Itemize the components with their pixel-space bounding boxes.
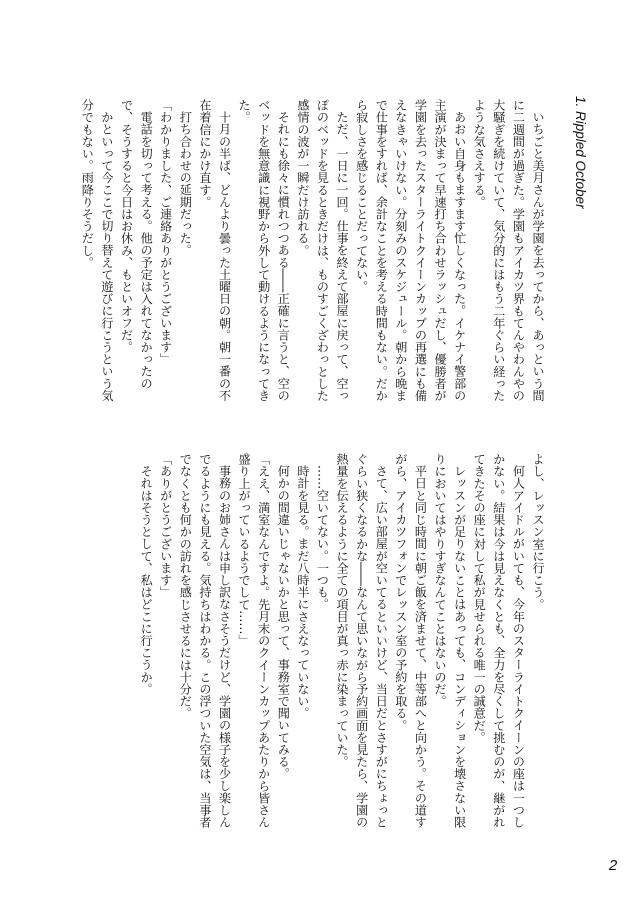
paragraph: 時計を見る。まだ八時半にさえなっていない。: [295, 465, 310, 720]
paragraph: 平日と同じ時間に朝ご飯を済ませて、中等部へと向かう。その道すがら、アイカツフォンでレッスン室の予約を取る。: [393, 453, 428, 829]
lower-text-block: [139, 453, 547, 833]
page-number: 2: [608, 857, 618, 874]
paragraph: 電話を切って考える。他の予定は入れてなかったので、そうすると今日はお休み、もといオフだ。: [119, 99, 154, 390]
paragraph: それにも徐々に慣れつつある――正確に言うと、空のベッドを無意識に視野から外して動けるようになってきた。: [237, 99, 291, 402]
paragraph: 十月の半ば、どんより曇った土曜日の朝。朝一番の不在着信にかけ直す。: [197, 99, 232, 402]
paragraph: 事務のお姉さんは申し訳なさそうだけど、学園の様子を少し楽しんでるようにも見える。気持ちはわかる。この浮ついた空気は、当事者でなくとも何かの訪れを感じさせるには十分だ。: [178, 453, 232, 829]
paragraph: いちごと美月さんが学園を去ってから、あっという間に二週間が過ぎた。学園もアイカツ界もてんやわんやの大騒ぎを続けていて、気分的にはもう二年ぐらい経ったような気さえする。: [472, 99, 545, 402]
paragraph: それはそうとして、私はどこに行こうか。: [139, 465, 154, 695]
paragraph: かといって今ここで切り替えて遊びに行こうという気分でもない。雨降りそうだし。: [80, 99, 114, 402]
paragraph: 打ち合わせの延期だった。: [178, 111, 193, 257]
paragraph: レッスンが足りないことはあっても、コンディションを壊さない限りにおいてはやりすぎなんてことはないのだ。: [433, 453, 467, 829]
dialogue-line: 「わかりました、ご連絡ありがとうございます」: [158, 99, 173, 366]
upper-text-block: [67, 99, 547, 409]
dialogue-line: 「ええ、満室なんですよ。先月末のクイーンカップあたりから皆さん盛り上がっているようでして……」: [237, 453, 271, 829]
paragraph: ……空いてない。一つも。: [315, 465, 330, 611]
paragraph: あおい自身もますます忙しくなった。イケナイ警部の主演が決まって早速打ち合わせラッシュだし、優勝者が学園を去ったスターライトクイーンカップの再選にも備えなきゃいけない。分刻みのスケジュール。朝から晩まで仕事をすれば、余計なことを考える時間もない。だから寂しさを感じることだってない。: [354, 99, 467, 402]
paragraph: 何人アイドルがいても、今年のスターライトクイーンの座は一つしかない。結果は今は見えなくとも、全力を尽くして挑むのが、継がれてきたその座に対して私が見せられる唯一の誠意だ。: [472, 453, 526, 829]
paragraph: さて、広い部屋が空いてるといいけど、当日だとさすがにちょっとぐらい狭くなるかな――なんて思いながら予約画面を見たら、学園の熱量を伝えるように全ての項目が真っ赤に染まっていた。: [335, 453, 389, 829]
chapter-title: 1. Rippled October: [573, 96, 588, 209]
paragraph: ただ、一日に一回。仕事を終えて部屋に戻って、空っぽのベッドを見るときだけは、ものすごくざわっとした感情の波が一瞬だけ訪れる。: [295, 99, 350, 402]
dialogue-line: 「ありがとうございます」: [158, 453, 173, 599]
paragraph: 何かの間違いじゃないかと思って、事務室で聞いてみる。: [276, 465, 291, 780]
paragraph: よし、レッスン室に行こう。: [531, 453, 545, 611]
